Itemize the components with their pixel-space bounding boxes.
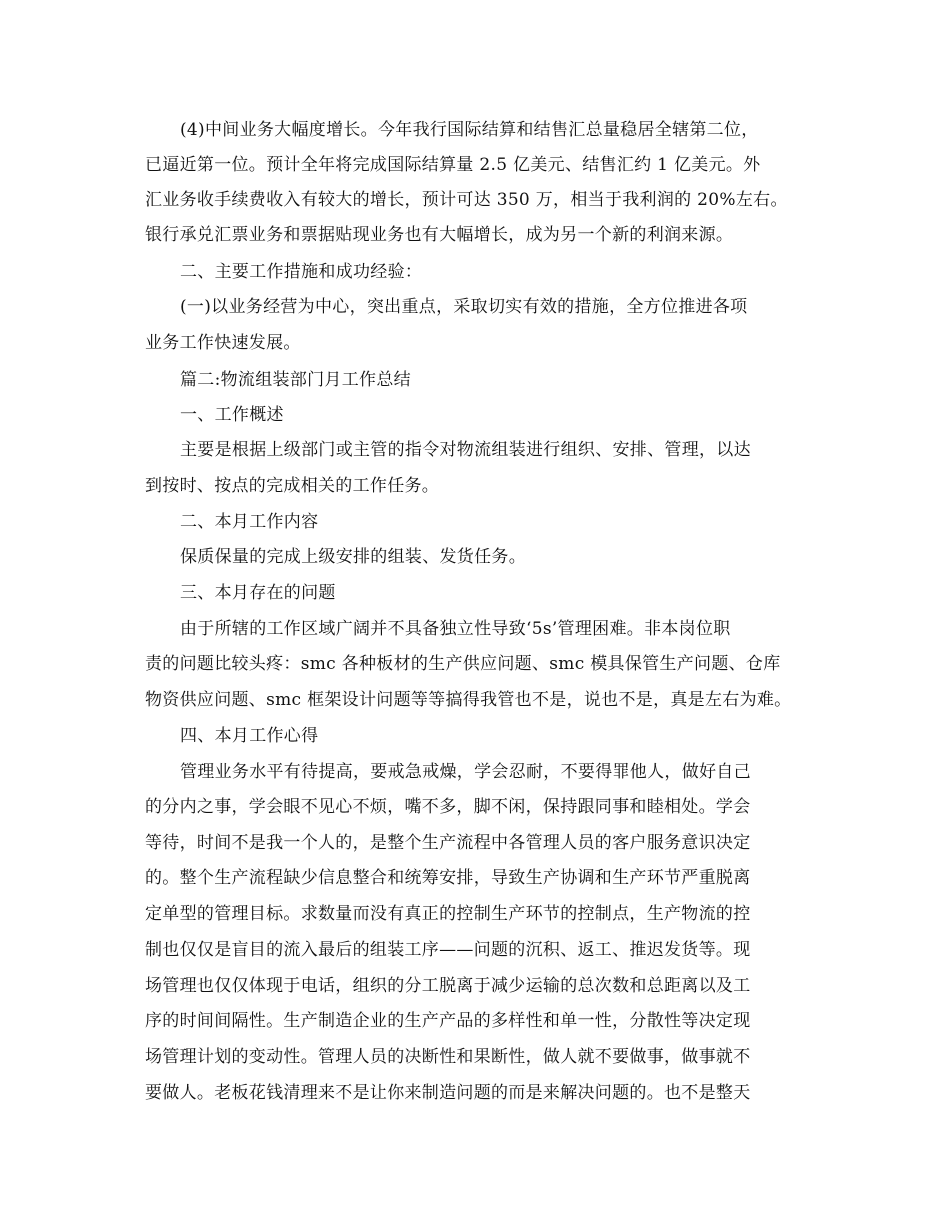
section-heading: 篇二:物流组装部门月工作总结 <box>180 370 411 390</box>
paragraph-line: 要做人。老板花钱清理来不是让你来制造问题的而是来解决问题的。也不是整天 <box>145 1083 751 1103</box>
paragraph-line: 制也仅仅是盲目的流入最后的组装工序——问题的沉积、返工、推迟发货等。现 <box>145 940 751 960</box>
paragraph-line: (4)中间业务大幅度增长。今年我行国际结算和结售汇总量稳居全辖第二位， <box>180 120 759 140</box>
paragraph-line: 的。整个生产流程缺少信息整合和统筹安排，导致生产协调和生产环节严重脱离 <box>145 868 751 888</box>
paragraph-line: 保质保量的完成上级安排的组装、发货任务。 <box>180 547 526 567</box>
paragraph-line: 业务工作快速发展。 <box>145 333 301 353</box>
paragraph-line: 管理业务水平有待提高，要戒急戒燥，学会忍耐，不要得罪他人，做好自己 <box>180 762 751 782</box>
paragraph-line: 银行承兑汇票业务和票据贴现业务也有大幅增长，成为另一个新的利润来源。 <box>145 225 734 245</box>
paragraph-line: 汇业务收手续费收入有较大的增长，预计可达 350 万，相当于我利润的 20%左右。 <box>145 190 788 210</box>
paragraph-line: 由于所辖的工作区域广阔并不具备独立性导致‘5s’管理困难。非本岗位职 <box>180 619 731 639</box>
paragraph-line: 物资供应问题、smc 框架设计问题等等搞得我管也不是，说也不是，真是左右为难。 <box>145 690 792 710</box>
section-heading: 一、工作概述 <box>180 405 284 425</box>
paragraph-line: 主要是根据上级部门或主管的指令对物流组装进行组织、安排、管理，以达 <box>180 440 751 460</box>
paragraph-line: 的分内之事，学会眼不见心不烦，嘴不多，脚不闲，保持跟同事和睦相处。学会 <box>145 797 751 817</box>
paragraph-line: 已逼近第一位。预计全年将完成国际结算量 2.5 亿美元、结售汇约 1 亿美元。外 <box>145 155 761 175</box>
paragraph-line: 到按时、按点的完成相关的工作任务。 <box>145 476 440 496</box>
section-heading: 二、本月工作内容 <box>180 512 319 532</box>
paragraph-line: (一)以业务经营为中心，突出重点，采取切实有效的措施，全方位推进各项 <box>180 297 748 317</box>
section-heading: 四、本月工作心得 <box>180 726 319 746</box>
paragraph-line: 场管理计划的变动性。管理人员的决断性和果断性，做人就不要做事，做事就不 <box>145 1047 751 1067</box>
section-heading: 三、本月存在的问题 <box>180 583 336 603</box>
paragraph-line: 责的问题比较头疼：smc 各种板材的生产供应问题、smc 模具保管生产问题、仓库 <box>145 654 781 674</box>
section-heading: 二、主要工作措施和成功经验： <box>180 262 423 282</box>
paragraph-line: 定单型的管理目标。求数量而没有真正的控制生产环节的控制点，生产物流的控 <box>145 904 751 924</box>
paragraph-line: 序的时间间隔性。生产制造企业的生产产品的多样性和单一性，分散性等决定现 <box>145 1011 751 1031</box>
paragraph-line: 等待，时间不是我一个人的，是整个生产流程中各管理人员的客户服务意识决定 <box>145 833 751 853</box>
paragraph-line: 场管理也仅仅体现于电话，组织的分工脱离于减少运输的总次数和总距离以及工 <box>145 976 751 996</box>
